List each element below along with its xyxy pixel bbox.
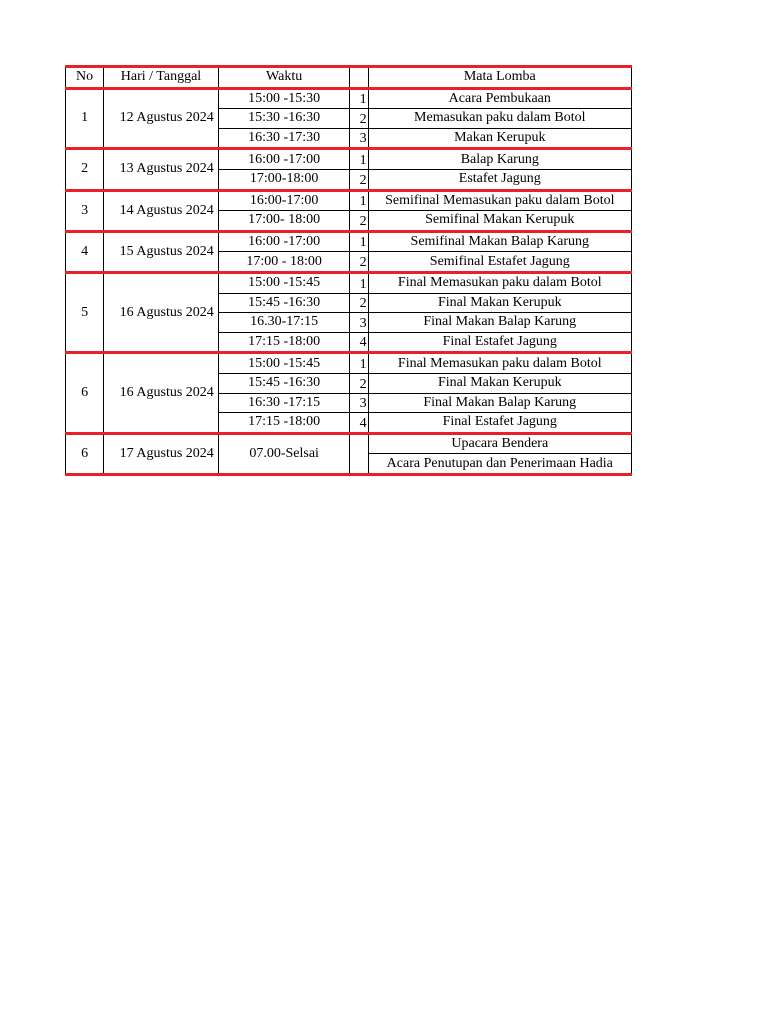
header-date: Hari / Tanggal: [104, 67, 219, 89]
time-cell: 16.30-17:15: [218, 313, 350, 333]
group-date: 12 Agustus 2024: [104, 88, 219, 149]
event-name: Acara Pembukaan: [368, 88, 631, 109]
event-name: Memasukan paku dalam Botol: [368, 109, 631, 129]
time-cell: 17:15 -18:00: [218, 332, 350, 353]
group-no: 6: [66, 433, 104, 474]
group-no: 4: [66, 231, 104, 272]
event-name: Acara Penutupan dan Penerimaan Hadia: [368, 454, 631, 475]
group-no: 6: [66, 353, 104, 433]
table-row: [66, 88, 632, 109]
schedule-table: [65, 65, 632, 476]
event-number: [350, 433, 368, 474]
event-name: Semifinal Memasukan paku dalam Botol: [368, 190, 631, 211]
group-no: 3: [66, 190, 104, 231]
event-name: Upacara Bendera: [368, 433, 631, 454]
event-number: 3: [350, 128, 368, 149]
event-name: Semifinal Makan Balap Karung: [368, 231, 631, 252]
group-date: 16 Agustus 2024: [104, 353, 219, 433]
group-no: 1: [66, 88, 104, 149]
event-name: Final Makan Balap Karung: [368, 313, 631, 333]
time-cell: 15:00 -15:45: [218, 353, 350, 374]
time-cell: 17:00 - 18:00: [218, 252, 350, 273]
event-name: Semifinal Makan Kerupuk: [368, 211, 631, 232]
group-no: 2: [66, 149, 104, 190]
event-number: 4: [350, 413, 368, 434]
time-cell: 16:30 -17:15: [218, 393, 350, 413]
time-cell: 07.00-Selsai: [218, 433, 350, 474]
time-cell: 15:30 -16:30: [218, 109, 350, 129]
group-date: 14 Agustus 2024: [104, 190, 219, 231]
time-cell: 15:45 -16:30: [218, 373, 350, 393]
event-name: Semifinal Estafet Jagung: [368, 252, 631, 273]
time-cell: 16:00 -17:00: [218, 231, 350, 252]
group-date: 17 Agustus 2024: [104, 433, 219, 474]
event-number: 2: [350, 109, 368, 129]
event-number: 1: [350, 231, 368, 252]
header-num: [350, 67, 368, 89]
event-number: 3: [350, 313, 368, 333]
event-number: 1: [350, 88, 368, 109]
event-name: Final Makan Balap Karung: [368, 393, 631, 413]
event-number: 2: [350, 373, 368, 393]
time-cell: 15:00 -15:30: [218, 88, 350, 109]
time-cell: 17:00-18:00: [218, 169, 350, 190]
event-number: 2: [350, 169, 368, 190]
event-number: 2: [350, 252, 368, 273]
event-name: Final Memasukan paku dalam Botol: [368, 353, 631, 374]
event-name: Final Makan Kerupuk: [368, 293, 631, 313]
event-name: Final Estafet Jagung: [368, 413, 631, 434]
event-number: 3: [350, 393, 368, 413]
event-number: 2: [350, 211, 368, 232]
time-cell: 16:00 -17:00: [218, 149, 350, 170]
time-cell: 17:15 -18:00: [218, 413, 350, 434]
time-cell: 16:30 -17:30: [218, 128, 350, 149]
time-cell: 17:00- 18:00: [218, 211, 350, 232]
header-event: Mata Lomba: [368, 67, 631, 89]
group-date: 13 Agustus 2024: [104, 149, 219, 190]
table-row: [66, 231, 632, 252]
time-cell: 16:00-17:00: [218, 190, 350, 211]
event-number: 2: [350, 293, 368, 313]
time-cell: 15:00 -15:45: [218, 272, 350, 293]
event-number: 1: [350, 272, 368, 293]
event-number: 1: [350, 190, 368, 211]
event-number: 4: [350, 332, 368, 353]
table-row: [66, 149, 632, 170]
table-row: [66, 433, 632, 454]
group-no: 5: [66, 272, 104, 352]
group-date: 15 Agustus 2024: [104, 231, 219, 272]
header-row: [66, 67, 632, 89]
header-time: Waktu: [218, 67, 350, 89]
event-number: 1: [350, 353, 368, 374]
event-number: 1: [350, 149, 368, 170]
table-row: [66, 353, 632, 374]
event-name: Final Memasukan paku dalam Botol: [368, 272, 631, 293]
group-date: 16 Agustus 2024: [104, 272, 219, 352]
header-no: No: [66, 67, 104, 89]
event-name: Estafet Jagung: [368, 169, 631, 190]
event-name: Final Estafet Jagung: [368, 332, 631, 353]
table-row: [66, 272, 632, 293]
event-name: Makan Kerupuk: [368, 128, 631, 149]
time-cell: 15:45 -16:30: [218, 293, 350, 313]
table-row: [66, 190, 632, 211]
event-name: Final Makan Kerupuk: [368, 373, 631, 393]
event-name: Balap Karung: [368, 149, 631, 170]
